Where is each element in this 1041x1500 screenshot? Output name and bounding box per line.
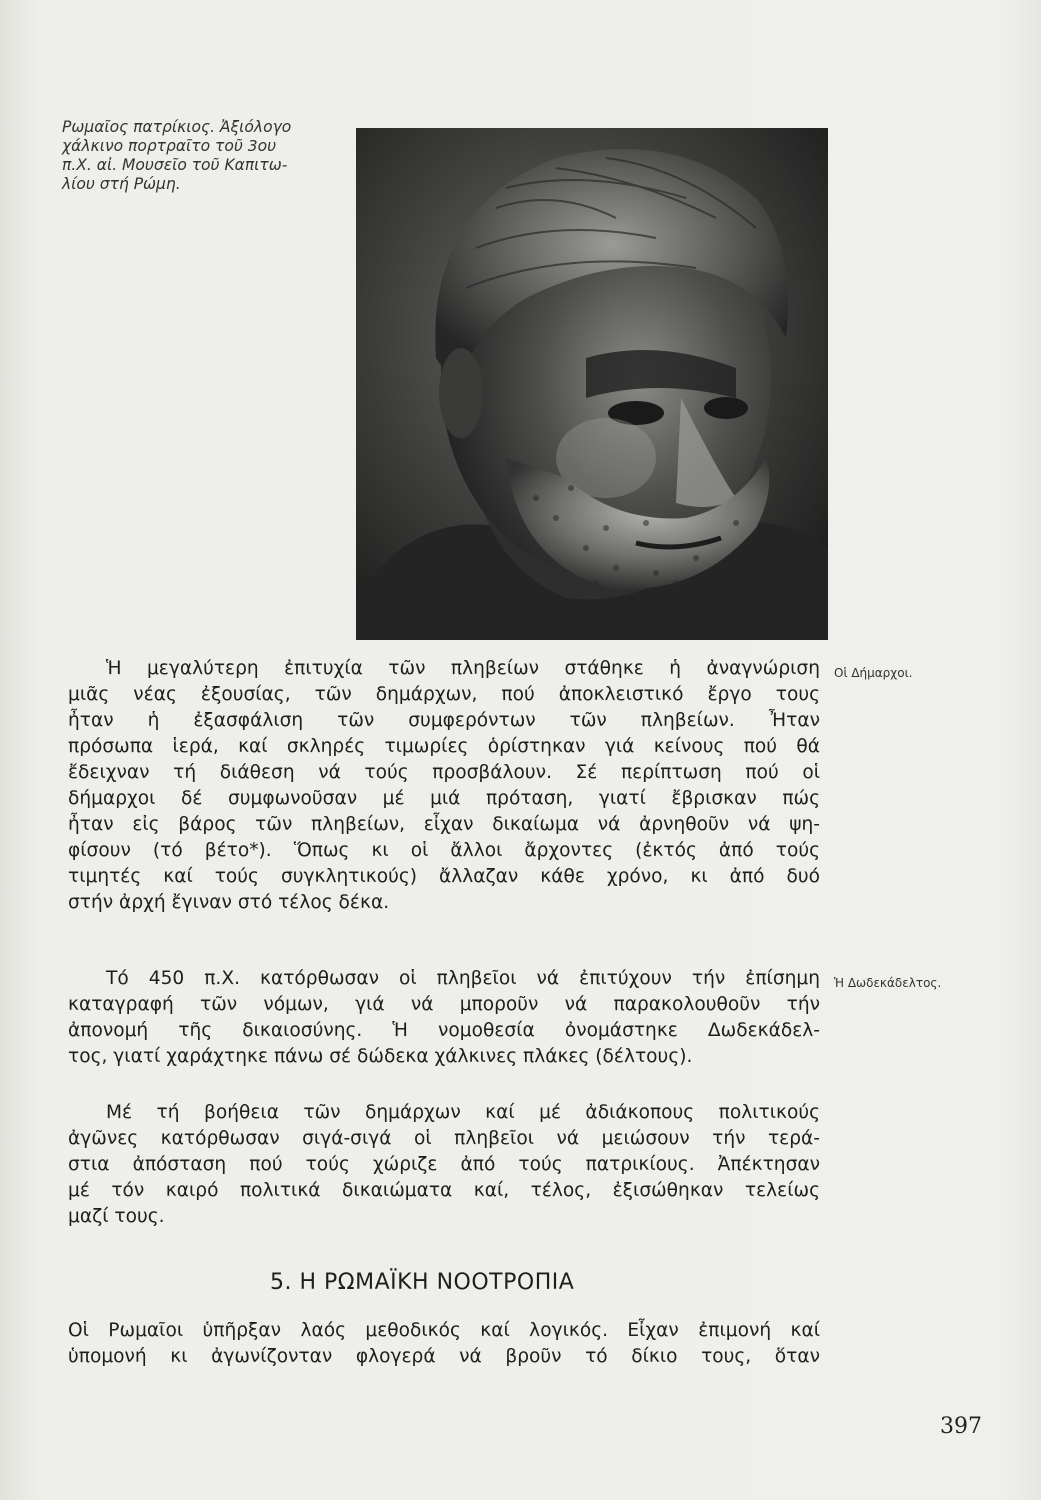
section-heading: 5. Η ΡΩΜΑΪΚΗ ΝΟΟΤΡΟΠΙΑ bbox=[270, 1270, 575, 1295]
text-line: Οἱ Ρωμαῖοι ὑπῆρξαν λαός μεθοδικός καί λογικός. Εἶχαν ἐπιμονή καί bbox=[68, 1320, 820, 1341]
text-line: φίσουν (τό βέτο*). Ὅπως κι οἱ ἄλλοι ἄρχοντες (ἐκτός ἀπό τούς bbox=[68, 840, 820, 861]
caption-line: π.Χ. αἰ. Μουσεῖο τοῦ Καπιτω- bbox=[62, 156, 288, 174]
text-line: ἀγῶνες κατόρθωσαν σιγά-σιγά οἱ πληβεῖοι νά μειώσουν τήν τερά- bbox=[68, 1128, 820, 1149]
text-line: Μέ τή βοήθεια τῶν δημάρχων καί μέ ἀδιάκοπους πολιτικούς bbox=[106, 1102, 820, 1123]
paragraph-tribunes bbox=[68, 656, 820, 916]
text-line: στια ἀπόσταση πού τούς χώριζε ἀπό τούς πατρικίους. Ἀπέκτησαν bbox=[68, 1154, 820, 1175]
caption-line: χάλκινο πορτραῖτο τοῦ 3ου bbox=[62, 137, 277, 155]
caption-line: Ρωμαῖος πατρίκιος. Ἀξιόλογο bbox=[62, 118, 292, 136]
margin-note-twelve-tables: Ἡ Δωδεκάδελτος. bbox=[834, 976, 942, 990]
text-line: δήμαρχοι δέ συμφωνοῦσαν μέ μιά πρόταση, γιατί ἔβρισκαν πώς bbox=[68, 788, 820, 809]
text-line: Ἡ μεγαλύτερη ἐπιτυχία τῶν πληβείων στάθηκε ἡ ἀναγνώριση bbox=[106, 658, 820, 679]
text-line: τιμητές καί τούς συγκλητικούς) ἄλλαζαν κάθε χρόνο, κι ἀπό δυό bbox=[68, 866, 820, 887]
text-line: ἦταν εἰς βάρος τῶν πληβείων, εἶχαν δικαίωμα νά ἀρνηθοῦν νά ψη- bbox=[68, 814, 820, 835]
text-line: στήν ἀρχή ἔγιναν στό τέλος δέκα. bbox=[68, 892, 390, 913]
text-line: καταγραφή τῶν νόμων, γιά νά μποροῦν νά παρακολουθοῦν τήν bbox=[68, 994, 820, 1015]
text-line: μιᾶς νέας ἐξουσίας, τῶν δημάρχων, πού ἀποκλειστικό ἔργο τους bbox=[68, 684, 820, 705]
caption-line: λίου στή Ρώμη. bbox=[62, 175, 181, 193]
bronze-head-image bbox=[356, 128, 828, 640]
portrait-photo bbox=[356, 128, 828, 640]
text-line: ὑπομονή κι ἀγωνίζονταν φλογερά νά βροῦν τό δίκιο τους, ὅταν bbox=[68, 1346, 820, 1367]
figure-caption bbox=[62, 118, 342, 194]
text-line: ἀπονομή τῆς δικαιοσύνης. Ἡ νομοθεσία ὀνομάστηκε Δωδεκάδελ- bbox=[68, 1020, 820, 1041]
paragraph-political-struggle bbox=[68, 1100, 820, 1230]
text-line: τος, γιατί χαράχτηκε πάνω σέ δώδεκα χάλκινες πλάκες (δέλτους). bbox=[68, 1046, 693, 1067]
text-line: μαζί τους. bbox=[68, 1206, 165, 1227]
text-line: Τό 450 π.Χ. κατόρθωσαν οἱ πληβεῖοι νά ἐπιτύχουν τήν ἐπίσημη bbox=[106, 968, 820, 989]
paragraph-twelve-tables bbox=[68, 966, 820, 1070]
margin-note-tribunes: Οἱ Δήμαρχοι. bbox=[834, 666, 913, 680]
text-line: ἔδειχναν τή διάθεση νά τούς προσβάλουν. Σέ περίπτωση πού οἱ bbox=[68, 762, 820, 783]
text-line: ἦταν ἡ ἐξασφάλιση τῶν συμφερόντων τῶν πληβείων. Ἦταν bbox=[68, 710, 820, 731]
text-line: πρόσωπα ἱερά, καί σκληρές τιμωρίες ὁρίστηκαν γιά κείνους πού θά bbox=[68, 736, 820, 757]
page-number: 397 bbox=[940, 1414, 982, 1439]
paragraph-roman-mentality bbox=[68, 1318, 820, 1370]
text-line: μέ τόν καιρό πολιτικά δικαιώματα καί, τέλος, ἐξισώθηκαν τελείως bbox=[68, 1180, 820, 1201]
